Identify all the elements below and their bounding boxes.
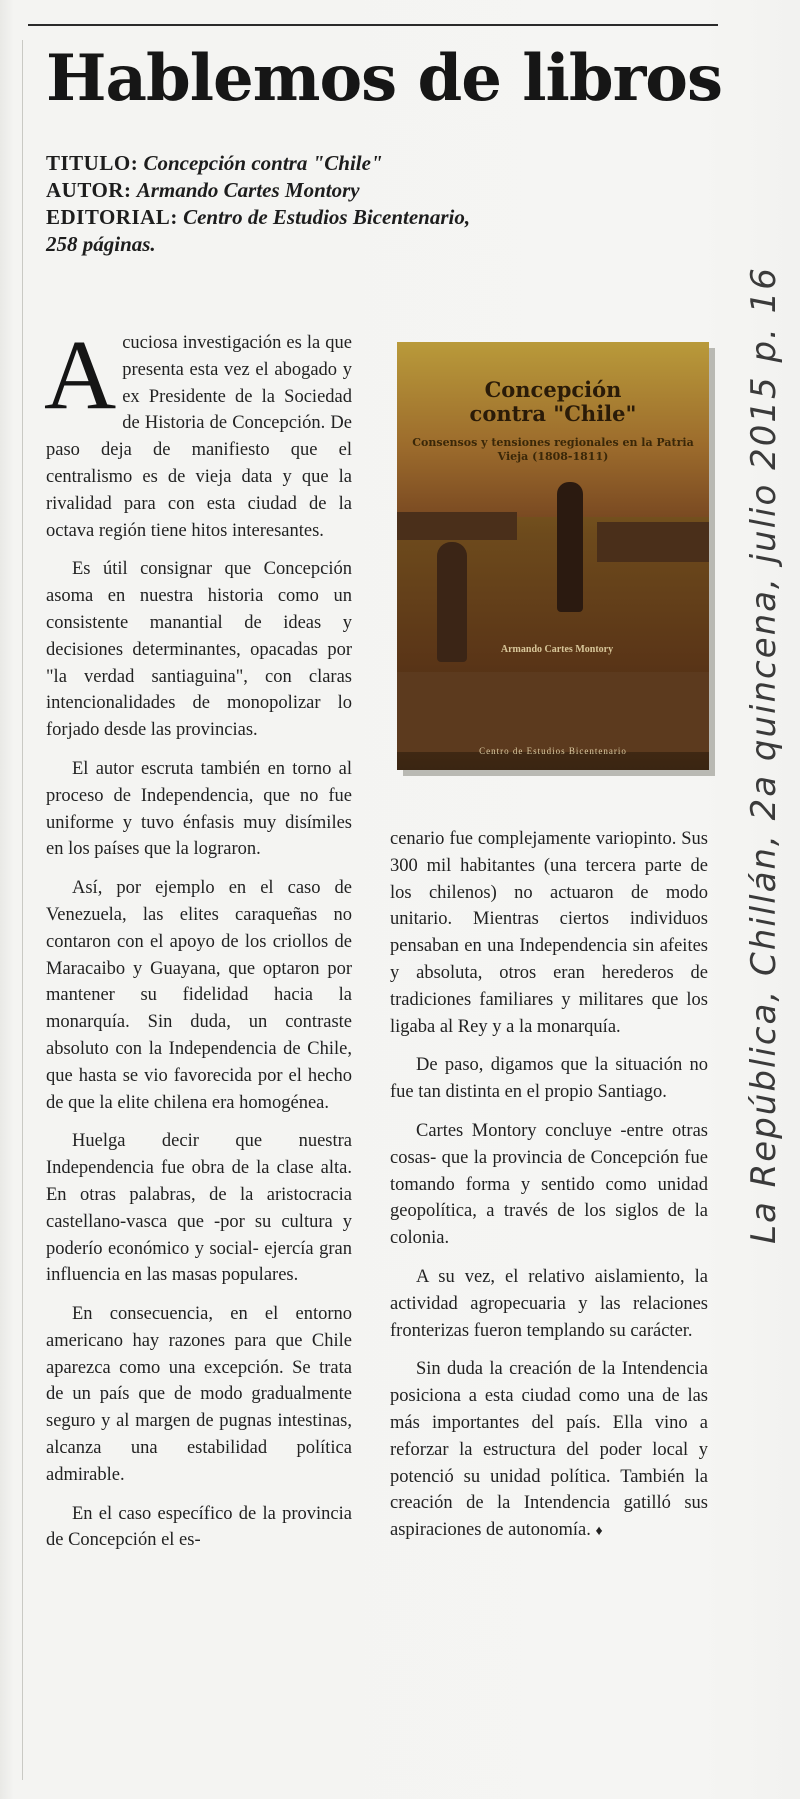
article-paragraph: A su vez, el relativo aislamiento, la actividad agropecuaria y las relaciones fronterizas fueron templando su carácter. (390, 1266, 708, 1341)
cover-subtitle: Consensos y tensiones regionales en la Patria Vieja (1808-1811) (412, 436, 694, 463)
article-paragraph: El autor escruta también en torno al proceso de Independencia, que no fue uniforme y tuvo énfasis muy disímiles en los países que la lograron. (46, 758, 352, 860)
cover-figure (557, 482, 583, 612)
book-cover-image (397, 342, 709, 770)
article-paragraph: En el caso específico de la provincia de Concepción el es- (46, 1503, 352, 1551)
article-paragraph: En consecuencia, en el entorno americano hay razones para que Chile aparezca como una excepción. Se trata de un país que de modo gradualmente seguro y al margen de pugnas intestinas, alcanza una estabilidad política admirable. (46, 1304, 352, 1485)
article-paragraph: Es útil consignar que Concepción asoma en nuestra historia como un consistente manantial de ideas y decisiones determinantes, opacadas por "la verdad santiaguina", con claras intencionalidades de monopolizar lo forjado desde las provincias. (46, 559, 352, 741)
cover-title (397, 378, 709, 426)
cover-crowd (397, 512, 517, 540)
cover-author: Armando Cartes Montory (500, 644, 614, 655)
editorial-value: Centro de Estudios Bicentenario, (183, 205, 471, 229)
article-paragraph: Huelga decir que nuestra Independencia fue obra de la clase alta. En otras palabras, de la aristocracia castellano-vasca que -por su cultura y poderío económico y social- ejercía gran influencia en las masas populares. (46, 1131, 352, 1286)
cover-title-line1: Concepción (484, 377, 622, 402)
article-paragraph: Sin duda la creación de la Intendencia posiciona a esta ciudad como una de las más importantes del país. Ella vino a reforzar la estructura del poder local y potenció su unidad política. También la creación de la Intendencia gatilló sus aspiraciones de autonomía. ♦ (390, 1359, 708, 1541)
headline: Hablemos de libros (46, 41, 722, 116)
cover-top-panel (397, 342, 709, 517)
article-paragraph: Acuciosa investigación es la que presenta esta vez el abogado y ex Presidente de la Sociedad de Historia de Concepción. De paso deja de manifiesto que el centralismo es de vieja data y que la rivalidad para con esta ciudad de la octava región tiene hitos interesantes. (44, 319, 352, 541)
cover-publisher: Centro de Estudios Bicentenario (479, 746, 627, 756)
cover-title-line2: contra "Chile" (469, 401, 637, 426)
paginas-line (46, 231, 686, 258)
titulo-line (46, 150, 686, 177)
titulo-label: TITULO: (46, 151, 139, 175)
article-column-right (390, 826, 708, 1558)
article-paragraph: Así, por ejemplo en el caso de Venezuela, las elites caraqueñas no contaron con el apoyo de los criollos de Maracaibo y Guayana, que optaron por mantener su fidelidad hacia la monarquía. Sin duda, un contraste absoluto con la Independencia de Chile, que hasta se vio favorecida por el hecho de que la elite chilena era homogénea. (46, 878, 352, 1113)
article-column-left (44, 319, 352, 1566)
titulo-value: Concepción contra "Chile" (143, 151, 383, 175)
article-paragraph: De paso, digamos que la situación no fue tan distinta en el propio Santiago. (390, 1055, 708, 1103)
end-mark: ♦ (595, 1524, 603, 1540)
article-paragraph: cenario fue complejamente variopinto. Sus 300 mil habitantes (una tercera parte de los chilenos) no actuaron de modo unitario. Mientras ciertos individuos pensaban en una Independencia sin afeites y absoluta, otros eran herederos de tradiciones familiares y militares que los ligaba al Rey y a la monarquía. (390, 829, 708, 1037)
editorial-line (46, 204, 686, 231)
handwritten-annotation: La República, Chillán, 2a quincena, julio 2015 p. 16 (744, 266, 784, 1244)
drop-cap: A (44, 319, 117, 430)
top-rule (28, 24, 718, 26)
autor-line (46, 177, 686, 204)
autor-label: AUTOR: (46, 178, 132, 202)
editorial-label: EDITORIAL: (46, 205, 178, 229)
autor-value: Armando Cartes Montory (136, 178, 360, 202)
book-info (46, 150, 686, 258)
cover-floor (397, 672, 709, 752)
cover-crowd (597, 522, 709, 562)
clipping-edge (22, 40, 23, 1780)
article-paragraph: Cartes Montory concluye -entre otras cosas- que la provincia de Concepción fue tomando forma y sentido como unidad geopolítica, a través de los siglos de la colonia. (390, 1120, 708, 1249)
paginas-value: 258 páginas. (46, 232, 156, 256)
